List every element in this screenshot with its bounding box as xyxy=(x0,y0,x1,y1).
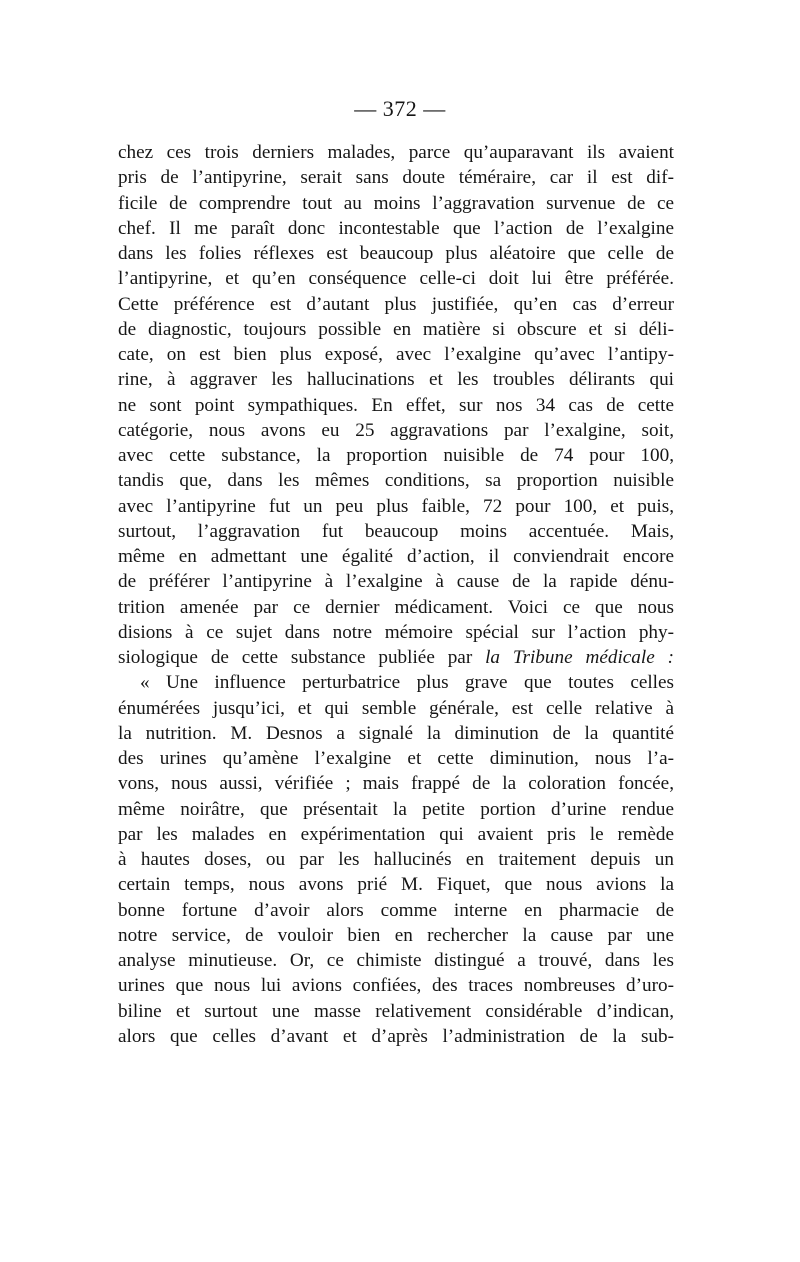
text-line: dans les folies réflexes est beaucoup plus aléatoire que celle de xyxy=(118,243,674,264)
text-line: avec cette substance, la proportion nuisible de 74 pour 100, xyxy=(118,445,674,466)
text-line: ficile de comprendre tout au moins l’aggravation survenue de ce xyxy=(118,192,674,214)
text-line: surtout, l’aggravation fut beaucoup moins accentuée. Mais, xyxy=(118,520,674,542)
text-line: même en admettant une égalité d’action, il conviendrait encore xyxy=(118,546,674,567)
text-line: à hautes doses, ou par les hallucinés en traitement depuis un xyxy=(118,849,674,870)
text-line: la nutrition. M. Desnos a signalé la diminution de la quantité xyxy=(118,722,674,744)
text-line: avec l’antipyrine fut un peu plus faible, 72 pour 100, et puis, xyxy=(118,495,674,517)
text-line: rine, à aggraver les hallucinations et les troubles délirants qui xyxy=(118,369,674,391)
text-line: même noirâtre, que présentait la petite portion d’urine rendue xyxy=(118,798,674,820)
text-line: l’antipyrine, et qu’en conséquence celle-ci doit lui être préférée. xyxy=(118,268,674,290)
text-line: alors que celles d’avant et d’après l’administration de la sub- xyxy=(118,1025,674,1047)
text-line: bonne fortune d’avoir alors comme interne en pharmacie de xyxy=(118,899,674,921)
text-line: ne sont point sympathiques. En effet, sur nos 34 cas de cette xyxy=(118,394,674,416)
text-line: de préférer l’antipyrine à l’exalgine à cause de la rapide dénu- xyxy=(118,571,674,593)
text-line: disions à ce sujet dans notre mémoire spécial sur l’action phy- xyxy=(118,621,674,643)
page-number: — 372 — xyxy=(354,96,446,121)
text-line-with-citation xyxy=(118,645,674,670)
text-line: vons, nous aussi, vérifiée ; mais frappé de la coloration foncée, xyxy=(118,773,674,795)
text-line-prefix: siologique de cette substance publiée par xyxy=(118,647,473,668)
text-line: pris de l’antipyrine, serait sans doute téméraire, car il est dif- xyxy=(118,167,674,189)
body-text xyxy=(118,140,674,1049)
text-line: de diagnostic, toujours possible en matière si obscure et si déli- xyxy=(118,318,674,340)
text-line: énumérées jusqu’ici, et qui semble générale, est celle relative à xyxy=(118,697,674,719)
text-line: analyse minutieuse. Or, ce chimiste distingué a trouvé, dans les xyxy=(118,950,674,971)
text-line: chef. Il me paraît donc incontestable que l’action de l’exalgine xyxy=(118,217,674,239)
journal-title: la Tribune médicale : xyxy=(485,647,674,668)
text-line: trition amenée par ce dernier médicament. Voici ce que nous xyxy=(118,596,674,618)
text-line: par les malades en expérimentation qui avaient pris le remède xyxy=(118,823,674,845)
text-line: des urines qu’amène l’exalgine et cette diminution, nous l’a- xyxy=(118,748,674,769)
text-line: certain temps, nous avons prié M. Fiquet, que nous avions la xyxy=(118,874,674,896)
text-line: cate, on est bien plus exposé, avec l’exalgine qu’avec l’antipy- xyxy=(118,344,674,365)
text-line: chez ces trois derniers malades, parce qu’auparavant ils avaient xyxy=(118,142,674,163)
text-line: tandis que, dans les mêmes conditions, sa proportion nuisible xyxy=(118,470,674,492)
text-line: catégorie, nous avons eu 25 aggravations par l’exalgine, soit, xyxy=(118,419,674,441)
text-line: urines que nous lui avions confiées, des traces nombreuses d’uro- xyxy=(118,975,674,997)
quote-opening-line: « Une influence perturbatrice plus grave que toutes celles xyxy=(140,672,674,694)
text-line: biline et surtout une masse relativement considérable d’indican, xyxy=(118,1000,674,1022)
text-line: notre service, de vouloir bien en rechercher la cause par une xyxy=(118,924,674,946)
text-line: Cette préférence est d’autant plus justifiée, qu’en cas d’erreur xyxy=(118,293,674,315)
